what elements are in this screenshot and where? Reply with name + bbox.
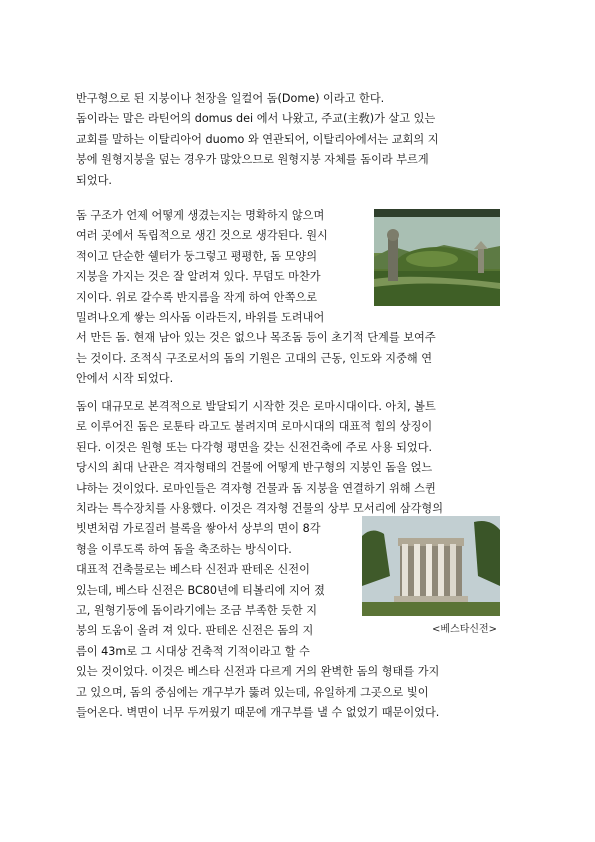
text-line: 지이다. 위로 갈수록 반지름을 작게 하여 안쪽으로 [76, 290, 318, 304]
text-line: 붕의 도움이 올려 져 있다. 판테온 신전은 돔의 지 [76, 624, 314, 638]
text-line: 있는데, 베스타 신전은 BC80년에 티볼리에 지어 졌 [76, 583, 325, 597]
text-line: 돔 구조가 언제 어떻게 생겼는지는 명확하지 않으며 [76, 209, 325, 222]
ground [362, 602, 500, 616]
mound-highlight [406, 251, 458, 267]
text-line: 안에서 시작 되었다. [76, 372, 174, 386]
text-line: 냐하는 것이었다. 로마인들은 격자형 건물과 돔 지붕을 연결하기 위해 스퀸 [76, 481, 436, 495]
text-line: 로 이루어진 돔은 로툰타 라고도 불려지며 로마시대의 대표적 힘의 상징이 [76, 420, 433, 434]
text-line: 밀려나오게 쌓는 의사돔 이라든지, 바위를 도려내어 [76, 311, 325, 325]
vesta-temple-photo [362, 516, 500, 616]
text-line: 된다. 이것은 원형 또는 다각형 평면을 갖는 신전건축에 주로 사용 되었다. [76, 440, 433, 454]
text-line: 형을 이루도록 하여 돔을 축조하는 방식이다. [76, 542, 292, 556]
text-line: 빗변처럼 가로질러 블록을 쌓아서 상부의 면이 8각 [76, 522, 321, 536]
column [402, 544, 408, 598]
column [438, 544, 444, 598]
tomb-mound-photo [374, 209, 500, 306]
column [450, 544, 456, 598]
photo-header-band [374, 209, 500, 217]
text-line: 치라는 특수장치를 사용했다. 이것은 격자형 건물의 상부 모서리에 삼각형의 [76, 502, 444, 516]
temple-base [394, 596, 468, 602]
text-line: 되었다. [76, 173, 112, 187]
text-line: 들어온다. 벽면이 너무 두꺼웠기 때문에 개구부를 낼 수 없었기 때문이었다. [76, 706, 440, 720]
text-line: 돔이라는 말은 라틴어의 domus dei 에서 나왔고, 주교(主敎)가 살고 있는 [76, 112, 436, 126]
stone-statue-left [388, 235, 398, 281]
text-line: 서 만든 돔. 현재 남아 있는 것은 없으나 목조돔 등이 초기적 단계를 보여주 [76, 331, 436, 345]
text-line: 있는 것이었다. 이것은 베스타 신전과 다르게 거의 완벽한 돔의 형태를 가지 [76, 665, 440, 679]
statue-head [387, 229, 399, 241]
text-line: 고 있으며, 돔의 중심에는 개구부가 뚫려 있는데, 유일하게 그곳으로 빛이 [76, 685, 429, 699]
column [426, 544, 432, 598]
column [414, 544, 420, 598]
text-line: 붕에 원형지붕을 덮는 경우가 많았으므로 원형지붕 자체를 돔이라 부르게 [76, 153, 429, 167]
text-line: 지붕을 가지는 것은 잘 알려져 있다. 무덤도 마찬가 [76, 270, 321, 284]
stone-lantern [478, 249, 484, 273]
text-line: 고, 원형기둥에 돔이라기에는 조금 부족한 듯한 지 [76, 604, 318, 618]
text-line: 름이 43m로 그 시대상 건축적 기적이라고 할 수 [76, 644, 310, 658]
text-line: 돔이 대규모로 본격적으로 발달되기 시작한 것은 로마시대이다. 아치, 볼트 [76, 400, 436, 413]
text-line: 당시의 최대 난관은 격자형태의 건물에 어떻게 반구형의 지붕인 돔을 얹느 [76, 461, 433, 475]
tomb-mound-illustration [374, 209, 500, 306]
text-line: 는 것이다. 조적식 구조로서의 돔의 기원은 고대의 근동, 인도와 지중해 연 [76, 351, 433, 365]
text-line: 적이고 단순한 쉘터가 둥그렇고 평평한, 돔 모양의 [76, 249, 318, 263]
text-line: 반구형으로 된 지붕이나 천장을 일컬어 돔(Dome) 이라고 한다. [76, 92, 385, 105]
text-line: 교회를 말하는 이탈리아어 duomo 와 연관되어, 이탈리아에서는 교회의 지 [76, 132, 439, 146]
photo-caption: <베스타신전> [432, 624, 498, 635]
text-line: 대표적 건축물로는 베스타 신전과 판테온 신전이 [76, 563, 310, 577]
text-line: 여러 곳에서 독립적으로 생긴 것으로 생각된다. 원시 [76, 229, 328, 243]
paragraph-dome-definition [76, 89, 500, 191]
vesta-temple-illustration [362, 516, 500, 616]
